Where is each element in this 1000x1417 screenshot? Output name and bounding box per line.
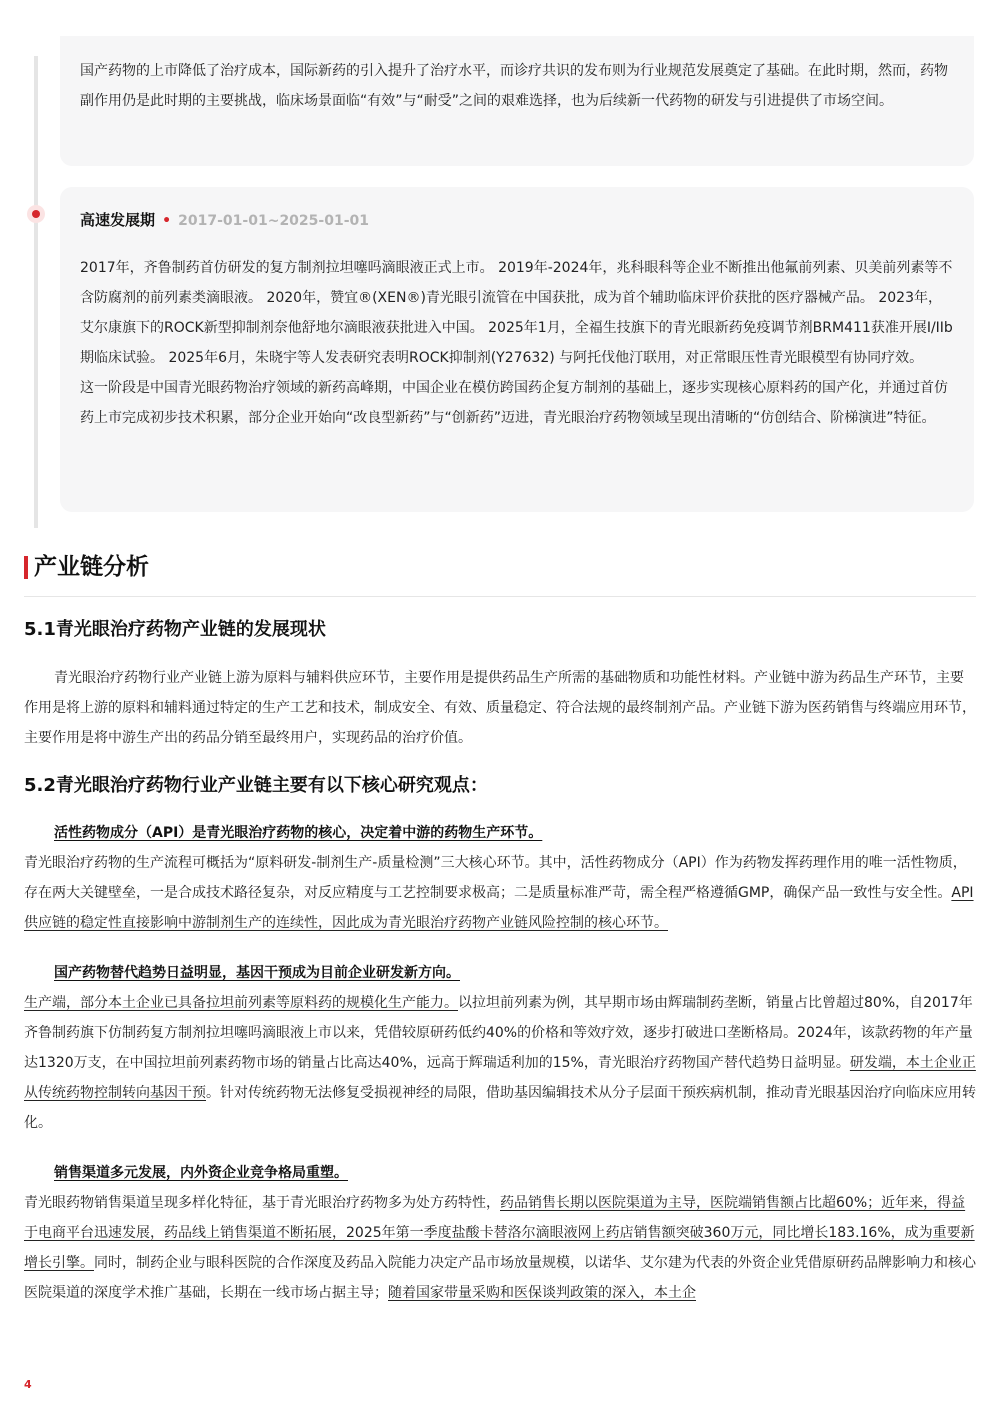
point-text-underlined: API供应链的稳定性直接影响中游制剂生产的连续性，因此成为青光眼治疗药物产业链风险控制的核心环节。 (24, 885, 974, 931)
point-title-api: 活性药物成分（API）是青光眼治疗药物的核心，决定着中游的药物生产环节。 (54, 825, 543, 841)
phase-events-paragraph: 2017年，齐鲁制药首仿研发的复方制剂拉坦噻吗滴眼液正式上市。 2019年-2024年，兆科眼科等企业不断推出他氟前列素、贝美前列素等不含防腐剂的前列素类滴眼液。 2020年，赞宜®(XEN®)青光眼引流管在中国获批，成为首个辅助临床评价获批的医疗器械产品。 2023年，艾尔康旗下的ROCK新型抑制剂奈他舒地尔滴眼液获批进入中国。 2025年1月，全福生技旗下的青光眼新药免疫调节剂BRM411获准开展I/IIb期临床试验。 2025年6月，朱晓宇等人发表研究表明ROCK抑制剂(Y27632) 与阿托伐他汀联用，对正常眼压性青光眼模型有协同疗效。 (80, 260, 953, 366)
point-body-api (24, 848, 976, 938)
section-divider (24, 596, 976, 597)
point-text-underlined: 生产端，部分本土企业已具备拉坦前列素等原料药的规模化生产能力。 (24, 995, 458, 1011)
point-title-sales-channels: 销售渠道多元发展，内外资企业竞争格局重塑。 (54, 1165, 348, 1181)
industry-chain-paragraph: 青光眼治疗药物行业产业链上游为原料与辅料供应环节，主要作用是提供药品生产所需的基础物质和功能性材料。产业链中游为药品生产环节，主要作用是将上游的原料和辅料通过特定的生产工艺和技术，制成安全、有效、质量稳定、符合法规的最终制剂产品。产业链下游为医药销售与终端应用环节，主要作用是将中游生产出的药品分销至最终用户，实现药品的治疗价值。 (24, 670, 976, 746)
point-text: 以拉坦前列素为例，其早期市场由辉瑞制药垄断，销量占比曾超过80%，自2017年齐鲁制药旗下仿制药复方制剂拉坦噻吗滴眼液上市以来，凭借较原研药低约40%的价格和等效疗效，逐步打破进口垄断格局。2024年，该款药物的年产量达1320万支，在中国拉坦前列素药物市场的销量占比高达40%，远高于辉瑞适利加的15%，青光眼治疗药物国产替代趋势日益明显。 (24, 995, 973, 1071)
timeline-card-rapid-development (60, 187, 974, 512)
point-body-sales-channels (24, 1188, 976, 1308)
section-accent-bar (24, 556, 28, 579)
phase-title: 高速发展期 (80, 211, 156, 229)
phase-summary-paragraph: 这一阶段是中国青光眼药物治疗领域的新药高峰期，中国企业在模仿跨国药企复方制剂的基础上，逐步实现核心原料药的国产化，并通过首仿药上市完成初步技术积累，部分企业开始向“改良型新药”与“创新药”迈进，青光眼治疗药物领域呈现出清晰的“仿创结合、阶梯演进”特征。 (80, 380, 948, 426)
phase-date-range: 2017-01-01~2025-01-01 (178, 213, 369, 229)
phase-paragraph: 国产药物的上市降低了治疗成本，国际新药的引入提升了治疗水平，而诊疗共识的发布则为行业规范发展奠定了基础。在此时期，然而，药物副作用仍是此时期的主要挑战，临床场景面临“有效”与“耐受”之间的艰难选择，也为后续新一代药物的研发与引进提供了市场空间。 (80, 63, 948, 109)
timeline-card-previous-phase (60, 36, 974, 166)
point-text: 青光眼治疗药物的生产流程可概括为“原料研发-制剂生产-质量检测”三大核心环节。其中，活性药物成分（API）作为药物发挥药理作用的唯一活性物质，存在两大关键壁垒，一是合成技术路径复杂，对反应精度与工艺控制要求极高；二是质量标准严苛，需全程严格遵循GMP，确保产品一致性与安全性。 (24, 855, 967, 901)
point-title-domestic-substitution: 国产药物替代趋势日益明显，基因干预成为目前企业研发新方向。 (54, 965, 460, 981)
timeline-line (34, 56, 38, 528)
point-text-underlined: 研发端，本土企业正从传统药物控制转向基因干预 (24, 1055, 976, 1101)
timeline-dot-icon (27, 205, 45, 223)
subsection-title-5-1: 5.1青光眼治疗药物产业链的发展现状 (24, 619, 326, 640)
subsection-title-5-2: 5.2青光眼治疗药物行业产业链主要有以下核心研究观点： (24, 775, 488, 796)
page-number: 4 (24, 1378, 32, 1391)
point-text: 。针对传统药物无法修复受损视神经的局限，借助基因编辑技术从分子层面干预疾病机制，推动青光眼基因治疗向临床应用转化。 (24, 1085, 976, 1131)
point-text-underlined: 药品销售长期以医院渠道为主导，医院端销售额占比超60%；近年来，得益于电商平台迅速发展，药品线上销售渠道不断拓展，2025年第一季度盐酸卡替洛尔滴眼液网上药店销售额突破360万元，同比增长183.16%，成为重要新增长引擎。 (24, 1195, 975, 1271)
point-text: 青光眼药物销售渠道呈现多样化特征，基于青光眼治疗药物多为处方药特性， (24, 1195, 500, 1211)
point-body-domestic-substitution (24, 988, 976, 1138)
phase-separator: • (162, 213, 172, 229)
point-text-underlined: 随着国家带量采购和医保谈判政策的深入，本土企 (388, 1285, 696, 1301)
point-text: 同时，制药企业与眼科医院的合作深度及药品入院能力决定产品市场放量规模，以诺华、艾尔建为代表的外资企业凭借原研药品牌影响力和核心医院渠道的深度学术推广基础，长期在一线市场占据主导； (24, 1255, 976, 1301)
section-title: 产业链分析 (34, 554, 149, 580)
phase-header (80, 205, 954, 235)
